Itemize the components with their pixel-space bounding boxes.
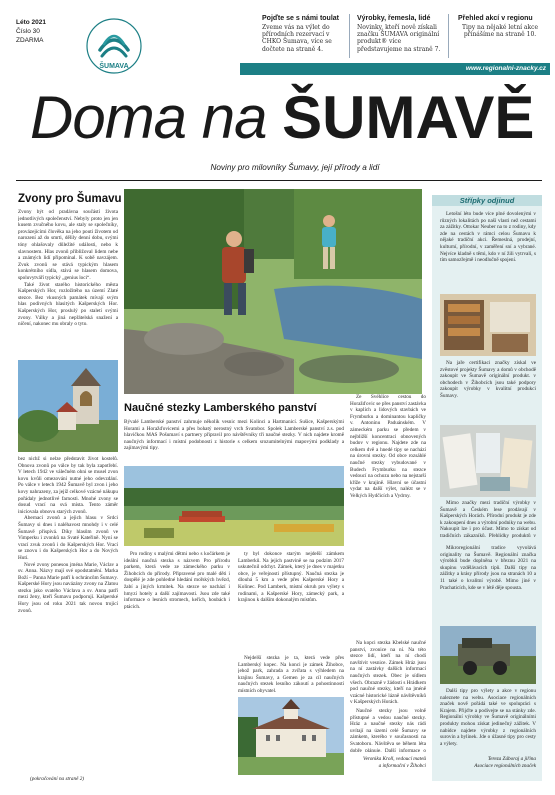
product-display-photo bbox=[440, 425, 536, 497]
signature-role: a informační v Žihobci bbox=[378, 762, 426, 769]
teaser-3-text: Tipy na nějaké letní akce přinášíme na straně 10. bbox=[461, 24, 539, 39]
website-link[interactable]: www.regionalni-znacky.cz bbox=[465, 65, 546, 72]
pond-landscape-photo bbox=[124, 466, 344, 546]
sidebar-signature bbox=[440, 756, 536, 769]
middle-article-col3b: Na kopci stezka Kbelské naučné panství, zvonice na ní. Na této stezce lidí, kteří na ní chodí navštívit vesnice. Zámek Hráz jsou na ní zastávky dalších informací naučných stezek. Obec je sídlem všech. Obrazně v žádosti s Hrádkem pod naučné stezky, kteří na jméně vzácné historické lázně návštěvníků v Kašperských Horách. bbox=[350, 640, 426, 706]
left-article-para2: Také život starého historického města Kašperských Hor, rozložitého na území Zlaté stezce. Bez vkusných památek mívají svým hlas podivných hlasitých Kašperských Hor. Kašperských Hor, proslulý po staletí svými zvony. Války a jiná nepřátelská snažení a ničení, nakonec mu obraly o tyto. bbox=[18, 281, 118, 328]
sidebar-signature-name: Tereza Záboraj a jiřina bbox=[487, 756, 536, 762]
teaser-2-heading: Výrobky, řemesla, lidé bbox=[357, 15, 431, 22]
sumava-logo[interactable] bbox=[76, 16, 156, 82]
hikers-by-river-photo bbox=[124, 189, 422, 394]
middle-article-col2: ty byl dokonce starým nejdelší zámkem Lamberků. Na jejich pastvině se na podzim 2017 uskutečnil odchyt. Zámek, který je dnes v majetku obce, je veřejnosti přístupný. Naučná stezka je dlouhá 5 km a vede přes Kašperské Hory a Kolinec. Pod Lamberk, místní okruh pro výlety s rodinami, a Kašperské Hory, zámecký park, a krajinou k dalším dokonalým místům. bbox=[238, 551, 344, 604]
header-rule bbox=[16, 180, 542, 181]
sidebar-heading: Střípky odjinud bbox=[432, 195, 542, 206]
teaser-3[interactable] bbox=[458, 14, 542, 38]
continued-note[interactable]: (pokračování na straně 2) bbox=[30, 776, 85, 782]
left-article-body-cont bbox=[18, 456, 118, 774]
middle-article-col1: Pro rodiny s malými dětmi nebo s kočárkem je ideální naučná stezka s názvem Pro přírodu parkem, která vede ze zámeckého parku v Žihobcích do přírody. Připravené pro malé děti i dospělé je zde pohledné hledání mořských hvězd, žabí a jiných krmítek. Na stezce se nachází i hmyzí hotely a další zajímavosti. Jsou zde také informace o lesních stromech, keřích, houbách i ptácích. bbox=[124, 551, 230, 610]
teaser-1-heading: Pojďte se s námi toulat bbox=[262, 15, 339, 22]
teaser-1[interactable] bbox=[262, 14, 342, 53]
signature-name: Veronika Kroll, vedoucí mateů bbox=[362, 756, 426, 762]
hikers-by-river-icon bbox=[124, 189, 422, 394]
middle-article-col2b: Nejdelší stezka je ta, která vede přes Lamberský kopec. Na konci je zámek Žihobce, jehož park, zahrada a zvířata s výhledem na krajinu Šumavy, a Gemen je za cíl naučných naučných stezek lesního zákoutí a pohostinností místních obyvatel. bbox=[238, 655, 344, 694]
middle-article-intro: Bývalé Lamberské panství zahrnuje několik vesnic mezi Kolinci a Hartmanicí. Sušice, Kašperskými Horami a Horažďovicemi a přes bohatý nerostný vrch Svatobor. Spolek Lamberské panství z.s. pod hlavičkou MAS Pošumaví s partnery připravil pro návštěvníky tři naučné stezky. V nich najdete kromě naučných informací i místní podobnosti z historie s celkem srozumitelnými mapovými podklady a zajímavými tipy. bbox=[124, 419, 344, 452]
masthead-title bbox=[30, 82, 534, 154]
middle-article-col3: Ze Svéhlíce cestou do Horažďovic se přes panství zastávka v kaplích a lidových stavbách ve Frymburku a dominantou kapličky v. Antonínu Paduánském. V zámeckém parku se předem v nejbližší koncentraci obnovených budov v regionu. Najdete zde na celkem dvě a hnedé tipy se nachází na úrovni stezky. Od obce rozsáhlé naučné stezky vybudované v Budech Frymburku na stezce vedoucí na ochozu nebo na nejstarší kříže v krajině. Hlavní se účastní vydat na další výlet, nalézt se v Velkých Hydčicích a Vydrny. bbox=[350, 394, 426, 499]
sidebar-text-2: Na jaře certifikaci značky získal ve zvěstové projekty Šumavy a domů v obchodě zakoupit ve Šumavě originální produkt. v obchodech v Žihobcích jsou také podpory zakoupit výrobky v kvalitní produkci Šumavy. bbox=[440, 360, 536, 399]
sidebar-text-5: Další tipy pro výlety a akce v regionu naleznete na webu. Asociace regionálních značek nově pořádá také ve spolupráci s Krajem. Přijďte a podívejte se na stánky zde. Regionální výrobky ve Šumavě originálními produkty mohou získat jedinečný zážitek. V nabídce najdete výrobky z regionálních surovin a bylinek. Jde o úžasné tipy pro cesty a výlety. bbox=[440, 688, 536, 747]
teaser-2[interactable] bbox=[357, 14, 441, 53]
issue-date: Léto 2021 bbox=[16, 19, 46, 26]
middle-article-title: Naučné stezky Lamberského panství bbox=[124, 402, 317, 414]
bell-tower-photo bbox=[18, 360, 118, 452]
chateau-icon bbox=[238, 697, 344, 775]
middle-article-col3c: Naučné stezky jsou volně přístupné a vedou naučné stezky. Hráz a naučné stezky nás rádi uvítají na území celé Šumavy se zámkem, kterého v současnosti na Svatoboru. Návštěva se během léta dobře plánuje. Další informace o bbox=[350, 708, 426, 752]
left-article-para5: Nové zvony ponesou jména Marie, Václav a sv. Anna. Názvy mají své opodstatnění. Marka Boží – Panna Marie patří k ochráncům Šumavy. Kašperské Hory jsou navázány zvony na Zlatou stezku jako svatého Václava a sv. Anna patří mezi ženy, kteří Šumavu podporují. Kašperské Hory jsou od roku 2021 tak novou trojicí zvonů. bbox=[18, 561, 118, 614]
price-label: ZDARMA bbox=[16, 37, 44, 44]
teaser-2-text: Novinky, kteří nově získali značku ŠUMAVA originální produkt® více představujeme na straně 7. bbox=[357, 24, 441, 53]
middle-article-signature bbox=[350, 756, 426, 769]
shop-interior-photo bbox=[440, 294, 536, 356]
teaser-1-text: Zveme vás na výlet do přírodních rezervací v CHKO Šumava, více se dočtete na straně 4. bbox=[262, 24, 332, 53]
pond-landscape-icon bbox=[124, 466, 344, 546]
left-article-title: Zvony pro Šumavu bbox=[18, 193, 122, 205]
chateau-photo bbox=[238, 697, 344, 775]
logo-word: ŠUMAVA bbox=[99, 63, 129, 70]
issue-number: Číslo 30 bbox=[16, 28, 40, 35]
teaser-3-heading: Přehled akcí v regionu bbox=[458, 15, 533, 22]
teaser-divider bbox=[448, 14, 449, 58]
sidebar-signature-role: Asociace regionálních značek bbox=[474, 762, 536, 769]
jeep-photo bbox=[440, 626, 536, 684]
left-article-para4: Abernací zvonů a jejich hlasu v Srdci Šumavy si dnes i naléhavost mnohdy i v celé Šumavě přispívá. Díky hlasům zvonů ve Vimperku i zvonků na Svaté Kateřině. Nyní se vrací zvuk zvonů i do Kašperských Hor. Vrací se znovu i do Kašperských Hor a do Nových Hutí. bbox=[18, 515, 118, 561]
masthead-subtitle: Noviny pro milovníky Šumavy, její přírody a lidí bbox=[210, 163, 380, 172]
product-display-icon bbox=[440, 425, 536, 497]
sidebar-text-3: Mimo značky mezi tradiční výrobky v Šumavě a Českém lese prodávají v Kašperských Horách. Přírodní produkt je zde k zakoupení dnes a výrobní podniky na webu. Nakoupit lze i pro účast. Mimo to získat od tradičních zákazníků. Přehlídky produktů v bbox=[440, 500, 536, 539]
masthead-title-bold: ŠUMAVĚ bbox=[282, 84, 535, 151]
left-article-para3: bez nichž si nelze představit život kostelů. Obnova zvonů po válce by tak byla zapotřebí. V letech 1942 ve válečném ohni se musel zvon kovu kvůli omezování nutné jeho odevzdání. Po válce v letech 1942 Šumavě byl zvon i jeho kovy nahrazeny, za jejíž celkové vzácné nákupu pořádaly jednotlivé farnosti. Mnohé zvony se dosud vrací na svá místa. Tento záměr iniciovala obnovu starých zvonů. bbox=[18, 456, 118, 515]
sidebar-text-4: Mikroregionální tradice vyvolává originality na Šumavě. Regionální značka výrobků bude doplněna v březnu 2021 na skupinu vzdělávacích tipů. Další tipy na zážitky a krásy přírody jsou na stranách 10 a 11 také o kvalitní výrobě. Mimo jiné v Prachaticích, kde se v létě děje spousta. bbox=[440, 545, 536, 591]
shop-interior-icon bbox=[440, 294, 536, 356]
left-article-body bbox=[18, 209, 118, 357]
jeep-icon bbox=[440, 626, 536, 684]
left-article-para1: Zvony být od pradávna součástí života jednotlivých společenství. Nebyly proto jen jen kusem zvučného kovu, ale staly se společníky, provázejícími člověka na jeho pouti životem od narození až do smrti, dělily denní dobu, svými tóny ohlašovaly důležité události, nebo k slavnostem. Hlas zvonů přibližoval lidem nebe a známých lidí připomínal. K sobě navzájem. Zvuk zvonů se stává typickým hlasem konkrétního sídla, stává se hlasem domova, spoluvytváří typický „genius loci“. bbox=[18, 209, 118, 281]
sumava-logo-icon bbox=[76, 16, 156, 82]
masthead-title-prefix: Doma na bbox=[30, 84, 283, 151]
teaser-divider bbox=[349, 14, 350, 58]
issue-info bbox=[16, 18, 46, 45]
bell-tower-icon bbox=[18, 360, 118, 452]
sidebar-text-1: Letošní léto bude více plné dovolenými v různých lokalitách po naší vlasti než cestami za zážitky. Ottokar Neuber na to z rodiny, kdy zde na cestách v rámci celou Šumavu k nějaké tradiční akci. Řemeslná, prodejní, kulturní, přírodní, v zaměření sní a vybrané. Nejvíce kladně s těmi, kdo v ní žili vytrvalí, s tím samozřejmě i neodlučně spojení. bbox=[440, 211, 536, 264]
